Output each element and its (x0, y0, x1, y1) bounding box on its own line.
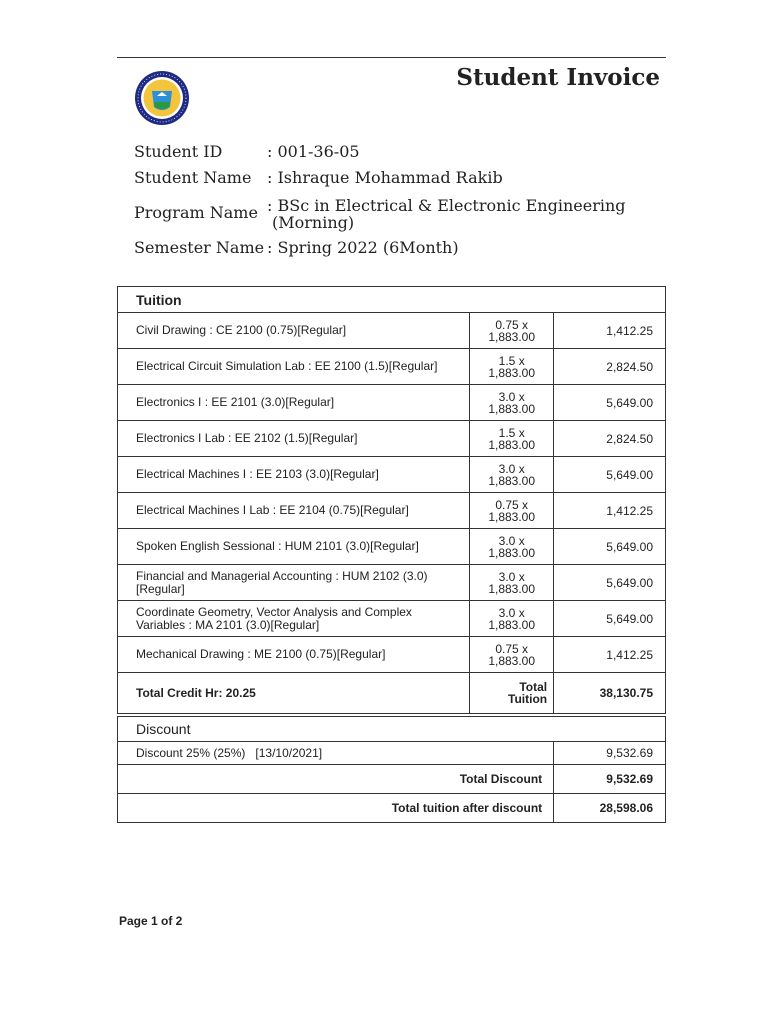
course-credit-multiplier: 1.5 x (498, 353, 525, 368)
course-row (118, 313, 666, 349)
course-credit-multiplier: 0.75 x (495, 641, 529, 656)
total-tuition-amount: 38,130.75 (554, 673, 666, 714)
course-rate (470, 457, 554, 493)
total-discount-amount: 9,532.69 (554, 765, 666, 794)
program-name-label: Program Name (134, 203, 258, 222)
course-row (118, 493, 666, 529)
total-tuition-label-line-1: Total (519, 680, 548, 694)
semester-name-label: Semester Name (134, 238, 265, 257)
course-per-credit-fee: 1,883.00 (488, 617, 536, 632)
course-row (118, 529, 666, 565)
discount-item-amount: 9,532.69 (554, 742, 666, 765)
course-row (118, 421, 666, 457)
course-rate (470, 385, 554, 421)
course-list (118, 313, 666, 673)
course-row (118, 457, 666, 493)
total-discount-label: Total Discount (118, 765, 554, 794)
page-number: Page 1 of 2 (119, 914, 183, 928)
course-credit-multiplier: 3.0 x (498, 461, 525, 476)
course-amount: 1,412.25 (554, 637, 666, 673)
tuition-after-discount-amount: 28,598.06 (554, 794, 666, 823)
tuition-after-discount-label: Total tuition after discount (118, 794, 554, 823)
discount-heading-row (118, 717, 666, 742)
course-amount: 5,649.00 (554, 529, 666, 565)
course-amount: 2,824.50 (554, 349, 666, 385)
course-row (118, 349, 666, 385)
program-name-line-1: : BSc in Electrical & Electronic Engineering (267, 196, 626, 215)
course-row (118, 385, 666, 421)
course-per-credit-fee: 1,883.00 (488, 329, 536, 344)
student-id-label: Student ID (134, 142, 223, 161)
course-rate (470, 313, 554, 349)
course-name-line-1: Financial and Managerial Accounting : HUM 2102 (3.0) (136, 568, 428, 583)
course-credit-multiplier: 3.0 x (498, 569, 525, 584)
course-credit-multiplier: 0.75 x (495, 317, 529, 332)
course-per-credit-fee: 1,883.00 (488, 437, 536, 452)
discount-table (117, 716, 666, 823)
course-per-credit-fee: 1,883.00 (488, 653, 536, 668)
total-credit-hours: Total Credit Hr: 20.25 (118, 673, 470, 714)
program-name-line-2: (Morning) (272, 213, 355, 232)
course-name-line-1: Electronics I : EE 2101 (3.0)[Regular] (136, 395, 335, 409)
course-name-line-1: Electrical Machines I Lab : EE 2104 (0.75)[Regular] (136, 503, 409, 517)
discount-heading: Discount (118, 717, 666, 742)
document-title: Student Invoice (456, 64, 660, 91)
course-name (118, 493, 470, 529)
student-id-value: : 001-36-05 (267, 142, 360, 161)
university-logo (133, 69, 191, 127)
course-credit-multiplier: 3.0 x (498, 533, 525, 548)
course-name (118, 601, 470, 637)
course-per-credit-fee: 1,883.00 (488, 509, 536, 524)
tuition-total-row (118, 673, 666, 714)
course-row (118, 601, 666, 637)
course-credit-multiplier: 0.75 x (495, 497, 529, 512)
course-name (118, 565, 470, 601)
course-name (118, 529, 470, 565)
course-rate (470, 565, 554, 601)
course-name (118, 385, 470, 421)
course-rate (470, 637, 554, 673)
course-name-line-1: Mechanical Drawing : ME 2100 (0.75)[Regular] (136, 647, 386, 661)
course-amount: 5,649.00 (554, 565, 666, 601)
course-amount: 5,649.00 (554, 385, 666, 421)
course-name-line-1: Electrical Machines I : EE 2103 (3.0)[Regular] (136, 467, 379, 481)
total-discount-row (118, 765, 666, 794)
course-amount: 2,824.50 (554, 421, 666, 457)
course-amount: 1,412.25 (554, 313, 666, 349)
course-amount: 5,649.00 (554, 457, 666, 493)
course-per-credit-fee: 1,883.00 (488, 365, 536, 380)
course-name-line-1: Electronics I Lab : EE 2102 (1.5)[Regular] (136, 431, 358, 445)
tuition-after-discount-row (118, 794, 666, 823)
course-rate (470, 601, 554, 637)
tuition-table (117, 286, 666, 714)
course-row (118, 637, 666, 673)
program-name-value (267, 197, 626, 231)
course-name-line-2: [Regular] (136, 581, 185, 596)
course-name-line-1: Civil Drawing : CE 2100 (0.75)[Regular] (136, 323, 347, 337)
course-per-credit-fee: 1,883.00 (488, 401, 536, 416)
course-rate (470, 349, 554, 385)
course-name-line-1: Coordinate Geometry, Vector Analysis and Complex (136, 604, 412, 619)
course-credit-multiplier: 1.5 x (498, 425, 525, 440)
course-per-credit-fee: 1,883.00 (488, 545, 536, 560)
course-name-line-1: Electrical Circuit Simulation Lab : EE 2100 (1.5)[Regular] (136, 359, 438, 373)
course-rate (470, 493, 554, 529)
course-amount: 5,649.00 (554, 601, 666, 637)
course-per-credit-fee: 1,883.00 (488, 473, 536, 488)
student-name-value: : Ishraque Mohammad Rakib (267, 168, 503, 187)
tuition-heading: Tuition (118, 287, 666, 313)
course-row (118, 565, 666, 601)
course-name-line-1: Spoken English Sessional : HUM 2101 (3.0)[Regular] (136, 539, 419, 553)
course-name (118, 349, 470, 385)
top-rule (117, 57, 666, 58)
course-rate (470, 421, 554, 457)
course-name (118, 457, 470, 493)
discount-item-row (118, 742, 666, 765)
course-amount: 1,412.25 (554, 493, 666, 529)
semester-name-value: : Spring 2022 (6Month) (267, 238, 459, 257)
course-per-credit-fee: 1,883.00 (488, 581, 536, 596)
student-name-label: Student Name (134, 168, 252, 187)
course-credit-multiplier: 3.0 x (498, 389, 525, 404)
course-name-line-2: Variables : MA 2101 (3.0)[Regular] (136, 617, 320, 632)
course-name (118, 637, 470, 673)
discount-item-label: Discount 25% (25%) [13/10/2021] (118, 742, 554, 765)
course-name (118, 421, 470, 457)
tuition-heading-row (118, 287, 666, 313)
course-credit-multiplier: 3.0 x (498, 605, 525, 620)
total-tuition-label-line-2: Tuition (508, 692, 548, 706)
course-name (118, 313, 470, 349)
total-tuition-label (470, 673, 554, 714)
course-rate (470, 529, 554, 565)
